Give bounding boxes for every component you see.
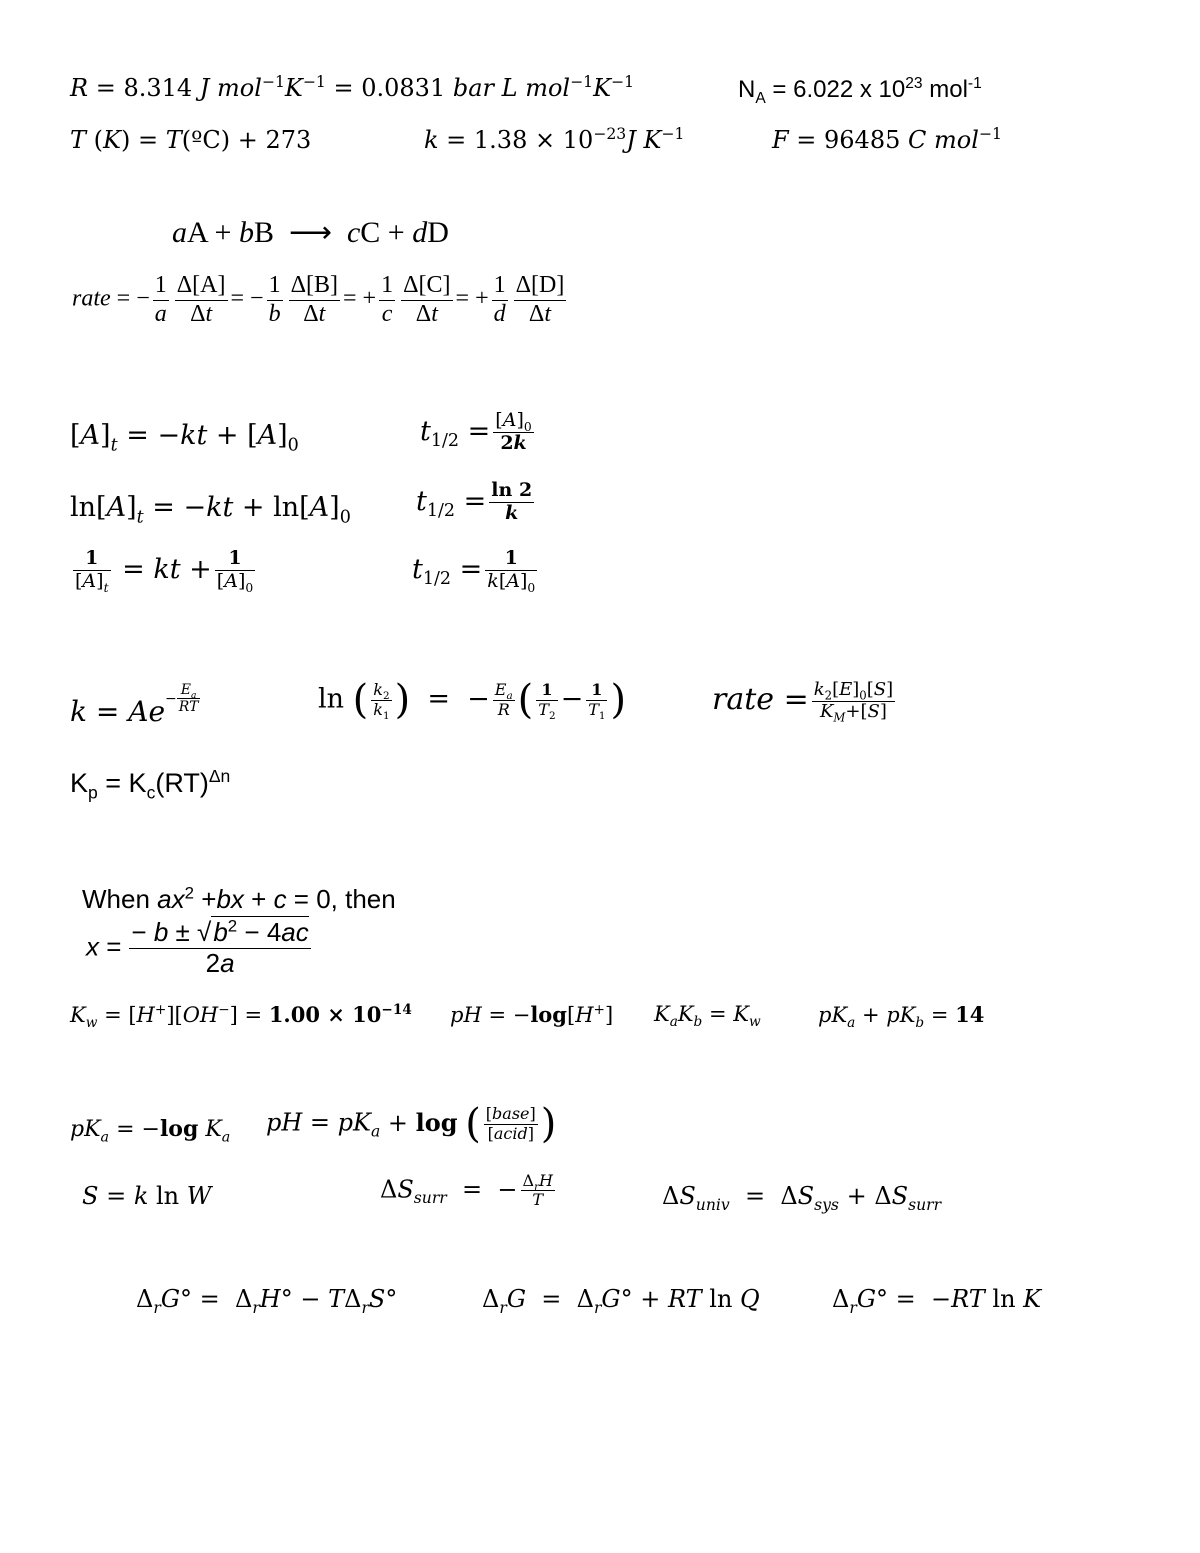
gibbs-standard: $\Delta_rG^\circ = \Delta_rH^\circ - T\Delta_rS^\circ$	[136, 1285, 398, 1317]
water-ion-product: $K_w = [H^+][OH^-] = 1.00 \times 10^{-14}$	[70, 1002, 412, 1032]
zero-order-law: $[A]_t = -kt + [A]_0$	[70, 420, 299, 456]
ph-definition: pH = −log[H+]	[450, 1002, 614, 1027]
boltzmann-constant: $k = 1.38 \times 10^{-23}J$ $K^{-1}$	[424, 125, 685, 154]
gibbs-equilibrium: $\Delta_rG^\circ = -RT$ ln K	[832, 1285, 1042, 1317]
kelvin-conversion: T (K) = T(ºC) + 273	[70, 126, 312, 154]
quadratic-formula: x = $\frac{- b \pm √b^2 - 4ac}{2a}$	[86, 916, 309, 978]
avogadro-constant: $N_A = 6.022$ x $10^{23}$ mol$^{-1}$	[738, 75, 982, 107]
henderson-hasselbalch: pH = $pK_a + \log$ ( $\frac{\text{[base]}}{\text{[acid]}}$ )	[266, 1101, 557, 1147]
first-order-half-life: $t_{1/2}$ = $\frac{\ln 2}{k}$	[416, 479, 533, 524]
first-order-law: $\ln[A]_t = -kt + \ln[A]_0$	[70, 492, 351, 528]
michaelis-menten: rate = $\frac{k_2[E]_0[S]}{K_M+[S]}$	[712, 679, 894, 725]
ka-kb-relation: $K_aK_b = K_w$	[654, 1002, 761, 1031]
second-order-half-life: $t_{1/2}$ = $\frac{1}{k[A]_0}$	[412, 547, 536, 595]
faraday-constant: F = 96485 C mol$^{-1}$	[772, 125, 1002, 154]
universe-entropy: $\Delta S_{univ} = \Delta S_{sys} + \Delta S_{surr}$	[662, 1182, 942, 1214]
zero-order-half-life: $t_{1/2}$ = $\frac{[A]_0}{2k}$	[420, 409, 532, 454]
gas-constant-equation: R = 8.314 J $mol^{-1}K^{-1} = 0.0831$ bar L $mol^{-1}K^{-1}$	[70, 73, 635, 102]
second-order-law: $\frac{1}{[A]_t}$ = kt + $\frac{1}{[A]_0}$	[75, 547, 254, 595]
rate-law: rate = − $\frac{1}{a}$ $\frac{\Delta[A]}{\Delta t}$ = − $\frac{1}{b}$ $\frac{\Delta[B]}{\Delta t}$ = + $\frac{1}{c}$ $\frac{\Delta[C]}{\Delta t}$ = + $\frac{1}{d}$ $\frac{\Delta[D]}{\Delta t}$	[72, 272, 565, 327]
kp-kc-relation: $K_p = K_c(RT)^{\Delta n}$	[70, 766, 231, 803]
arrhenius-equation: $k = Ae^{- \frac{E_a}{RT}}$	[70, 682, 199, 728]
pka-definition: $pK_a = -\log$ $K_a$	[70, 1116, 231, 1146]
gibbs-nonstandard: $\Delta_rG = \Delta_rG^\circ$ + RT ln Q	[482, 1285, 760, 1317]
boltzmann-entropy: S = k ln W	[82, 1182, 212, 1210]
surroundings-entropy: $\Delta S_{surr}$ = − $\frac{\Delta_rH}{T}$	[380, 1171, 553, 1210]
general-reaction: aA + bB ⟶ cC + dD	[172, 216, 449, 249]
quadratic-condition: When $ax^2 +bx + c = 0$, then	[82, 883, 396, 914]
arrhenius-two-point: ln ( $\frac{k_2}{k_1}$ ) = − $\frac{E_a}{R}$ ( $\frac{1}{T_2}$ − $\frac{1}{T_1}$ )	[318, 677, 627, 723]
pka-pkb-relation: $pK_a + pK_b = 14$	[818, 1002, 985, 1032]
